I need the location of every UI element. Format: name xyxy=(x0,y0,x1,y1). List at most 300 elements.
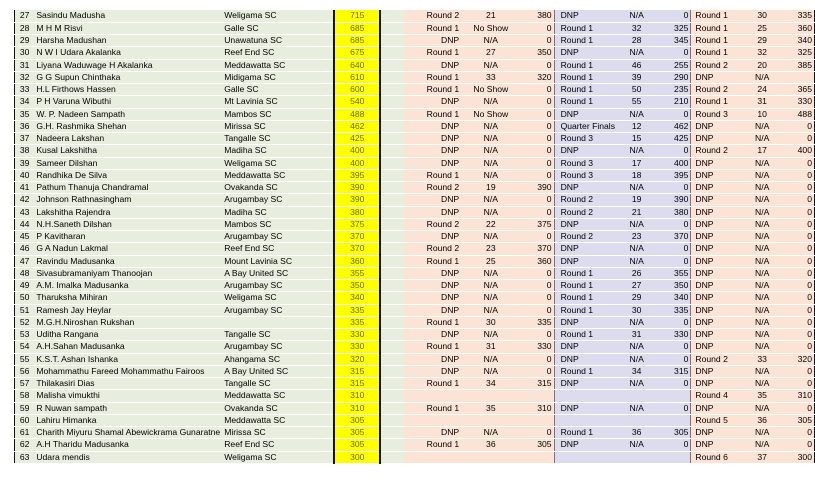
event3-points-cell: 400 xyxy=(782,145,815,157)
rank-cell: 50 xyxy=(15,292,35,304)
event2-seed-cell: N/A xyxy=(617,353,656,365)
event2-points-cell: 0 xyxy=(656,218,691,230)
event3-seed-cell: N/A xyxy=(743,120,782,132)
total-points-cell: 305 xyxy=(334,427,380,439)
event3-points-cell: 0 xyxy=(782,316,815,328)
rank-cell: 41 xyxy=(15,182,35,194)
rankings-table xyxy=(14,10,815,464)
surfer-name-cell: A.H Tharidu Madusanka xyxy=(34,439,222,451)
event2-points-cell: 350 xyxy=(656,280,691,292)
club-cell: Tangalle SC xyxy=(222,378,316,390)
spacer-cell xyxy=(317,10,335,22)
event2-seed-cell: N/A xyxy=(617,439,656,451)
spacer-cell xyxy=(380,35,403,47)
event1-round-cell: Round 1 xyxy=(404,255,461,267)
total-points-cell: 715 xyxy=(334,10,380,22)
event2-round-cell: Round 1 xyxy=(554,329,617,341)
rankings-body xyxy=(15,10,815,463)
club-cell: Weligama SC xyxy=(222,157,316,169)
event2-seed-cell: N/A xyxy=(617,47,656,59)
event3-round-cell: DNP xyxy=(691,194,743,206)
event1-round-cell: DNP xyxy=(404,133,461,145)
spacer-cell xyxy=(317,35,335,47)
club-cell: Galle SC xyxy=(222,84,316,96)
event1-seed-cell: 25 xyxy=(461,255,520,267)
event1-points-cell: 320 xyxy=(521,71,555,83)
surfer-name-cell: G.H. Rashmika Shehan xyxy=(34,120,222,132)
event2-points-cell: 0 xyxy=(656,316,691,328)
event3-seed-cell: N/A xyxy=(743,133,782,145)
event3-round-cell: Round 4 xyxy=(691,390,743,402)
event2-points-cell: 355 xyxy=(656,267,691,279)
spacer-cell xyxy=(380,329,403,341)
spacer-cell xyxy=(317,120,335,132)
spacer-cell xyxy=(380,84,403,96)
total-points-cell: 310 xyxy=(334,402,380,414)
spacer-cell xyxy=(380,292,403,304)
event3-points-cell: 305 xyxy=(782,414,815,426)
event3-round-cell: Round 2 xyxy=(691,59,743,71)
spacer-cell xyxy=(317,414,335,426)
event1-points-cell: 350 xyxy=(521,47,555,59)
event1-round-cell: DNP xyxy=(404,365,461,377)
event1-seed-cell: 23 xyxy=(461,243,520,255)
event1-seed-cell: N/A xyxy=(461,304,520,316)
rank-cell: 43 xyxy=(15,206,35,218)
event1-round-cell: Round 1 xyxy=(404,108,461,120)
event2-seed-cell: N/A xyxy=(617,145,656,157)
spacer-cell xyxy=(380,47,403,59)
event1-round-cell: DNP xyxy=(404,194,461,206)
spacer-cell xyxy=(317,427,335,439)
total-points-cell: 330 xyxy=(334,341,380,353)
event2-points-cell xyxy=(656,414,691,426)
event1-seed-cell: N/A xyxy=(461,120,520,132)
event1-points-cell: 375 xyxy=(521,218,555,230)
event3-points-cell: 0 xyxy=(782,365,815,377)
total-points-cell: 315 xyxy=(334,365,380,377)
event2-round-cell: Round 2 xyxy=(554,231,617,243)
event3-round-cell: Round 1 xyxy=(691,35,743,47)
event3-round-cell: Round 1 xyxy=(691,10,743,22)
event1-points-cell: 0 xyxy=(521,304,555,316)
spacer-cell xyxy=(380,194,403,206)
event3-points-cell: 360 xyxy=(782,22,815,34)
event1-round-cell: DNP xyxy=(404,329,461,341)
event3-seed-cell: N/A xyxy=(743,182,782,194)
event2-seed-cell: 39 xyxy=(617,71,656,83)
event1-points-cell: 0 xyxy=(521,157,555,169)
surfer-name-cell: M.G.H.Niroshan Rukshan xyxy=(34,316,222,328)
event1-points-cell xyxy=(521,390,555,402)
club-cell: Galle SC xyxy=(222,22,316,34)
event2-seed-cell: N/A xyxy=(617,218,656,230)
club-cell: Mount Lavinia SC xyxy=(222,255,316,267)
rank-cell: 36 xyxy=(15,120,35,132)
event1-round-cell: DNP xyxy=(404,304,461,316)
spacer-cell xyxy=(317,329,335,341)
spacer-cell xyxy=(380,243,403,255)
event1-points-cell: 0 xyxy=(521,231,555,243)
event2-seed-cell: 18 xyxy=(617,169,656,181)
spacer-cell xyxy=(317,353,335,365)
table-row xyxy=(15,71,815,83)
event2-points-cell: 425 xyxy=(656,133,691,145)
spacer-cell xyxy=(380,267,403,279)
total-points-cell: 305 xyxy=(334,414,380,426)
event3-seed-cell: N/A xyxy=(743,243,782,255)
event2-round-cell xyxy=(554,451,617,463)
event2-round-cell: DNP xyxy=(554,316,617,328)
rank-cell: 37 xyxy=(15,133,35,145)
surfer-name-cell: Thilakasiri Dias xyxy=(34,378,222,390)
event2-seed-cell: N/A xyxy=(617,378,656,390)
event3-seed-cell: 30 xyxy=(743,10,782,22)
event1-round-cell: Round 2 xyxy=(404,182,461,194)
rank-cell: 53 xyxy=(15,329,35,341)
event1-points-cell: 0 xyxy=(521,169,555,181)
club-cell: Mambos SC xyxy=(222,108,316,120)
event2-seed-cell: N/A xyxy=(617,243,656,255)
event3-round-cell: Round 5 xyxy=(691,414,743,426)
surfer-name-cell: K.S.T. Ashan Ishanka xyxy=(34,353,222,365)
total-points-cell: 315 xyxy=(334,378,380,390)
surfer-name-cell: A.M. Imalka Madusanka xyxy=(34,280,222,292)
event2-seed-cell: N/A xyxy=(617,255,656,267)
surfer-name-cell: R Nuwan sampath xyxy=(34,402,222,414)
surfer-name-cell: P Kavitharan xyxy=(34,231,222,243)
event3-points-cell: 0 xyxy=(782,341,815,353)
event2-round-cell: Round 3 xyxy=(554,157,617,169)
spacer-cell xyxy=(317,365,335,377)
event2-round-cell: DNP xyxy=(554,108,617,120)
event1-points-cell: 0 xyxy=(521,84,555,96)
spacer-cell xyxy=(317,108,335,120)
event1-points-cell: 380 xyxy=(521,10,555,22)
event1-seed-cell: No Show xyxy=(461,108,520,120)
event3-points-cell: 0 xyxy=(782,378,815,390)
event3-seed-cell: N/A xyxy=(743,280,782,292)
event2-round-cell: DNP xyxy=(554,218,617,230)
event1-seed-cell: N/A xyxy=(461,206,520,218)
event3-round-cell: DNP xyxy=(691,280,743,292)
event3-points-cell: 335 xyxy=(782,10,815,22)
surfer-name-cell: Charith Miyuru Shamal Abewickrama Gunaratne xyxy=(36,427,221,438)
event2-round-cell: DNP xyxy=(554,402,617,414)
event2-points-cell: 0 xyxy=(656,10,691,22)
rank-cell: 61 xyxy=(15,427,35,439)
event2-points-cell: 340 xyxy=(656,292,691,304)
surfer-name-cell: Mohammathu Fareed Mohammathu Fairoos xyxy=(34,365,222,377)
club-cell: Arugambay SC xyxy=(222,280,316,292)
event3-seed-cell: N/A xyxy=(743,206,782,218)
event3-seed-cell: N/A xyxy=(743,194,782,206)
event2-points-cell: 315 xyxy=(656,365,691,377)
club-cell: Meddawatta SC xyxy=(222,59,316,71)
event2-points-cell: 0 xyxy=(656,378,691,390)
spacer-cell xyxy=(380,120,403,132)
surfer-name-cell: Kusal Lakshitha xyxy=(34,145,222,157)
event1-seed-cell: 27 xyxy=(461,47,520,59)
total-points-cell: 350 xyxy=(334,280,380,292)
spacer-cell xyxy=(380,316,403,328)
event1-points-cell: 0 xyxy=(521,145,555,157)
event3-seed-cell: N/A xyxy=(743,157,782,169)
total-points-cell: 462 xyxy=(334,120,380,132)
event1-seed-cell: N/A xyxy=(461,365,520,377)
spacer-cell xyxy=(317,304,335,316)
event1-seed-cell: N/A xyxy=(461,292,520,304)
spacer-cell xyxy=(317,145,335,157)
table-row xyxy=(15,182,815,194)
event3-points-cell: 385 xyxy=(782,59,815,71)
spacer-cell xyxy=(380,414,403,426)
event3-round-cell: DNP xyxy=(691,365,743,377)
spacer-cell xyxy=(317,316,335,328)
event3-points-cell: 300 xyxy=(782,451,815,463)
event1-points-cell: 0 xyxy=(521,427,555,439)
event1-round-cell xyxy=(404,414,461,426)
club-cell: Reef End SC xyxy=(222,439,316,451)
event1-seed-cell xyxy=(461,414,520,426)
spacer-cell xyxy=(380,59,403,71)
event2-seed-cell: 30 xyxy=(617,304,656,316)
event2-round-cell: Round 1 xyxy=(554,292,617,304)
event3-points-cell: 0 xyxy=(782,280,815,292)
total-points-cell: 380 xyxy=(334,206,380,218)
event1-seed-cell: 19 xyxy=(461,182,520,194)
event2-points-cell: 0 xyxy=(656,108,691,120)
club-cell: Arugambay SC xyxy=(222,231,316,243)
event1-round-cell: Round 1 xyxy=(404,169,461,181)
spacer-cell xyxy=(380,378,403,390)
rank-cell: 51 xyxy=(15,304,35,316)
event2-round-cell: DNP xyxy=(554,341,617,353)
event3-points-cell: 0 xyxy=(782,427,815,439)
spacer-cell xyxy=(317,22,335,34)
rank-cell: 27 xyxy=(15,10,35,22)
surfer-name-cell: Malisha vimukthi xyxy=(34,390,222,402)
event1-points-cell: 390 xyxy=(521,182,555,194)
table-row xyxy=(15,292,815,304)
event2-points-cell: 325 xyxy=(656,22,691,34)
club-cell: Tangalle SC xyxy=(222,133,316,145)
spacer-cell xyxy=(380,427,403,439)
event2-round-cell: Round 1 xyxy=(554,267,617,279)
event2-points-cell: 0 xyxy=(656,243,691,255)
rank-cell: 47 xyxy=(15,255,35,267)
total-points-cell: 355 xyxy=(334,267,380,279)
total-points-cell: 335 xyxy=(334,316,380,328)
event3-round-cell: DNP xyxy=(691,378,743,390)
event1-seed-cell: No Show xyxy=(461,22,520,34)
surfer-name-cell: N.H.Saneth Dilshan xyxy=(34,218,222,230)
event3-seed-cell: 24 xyxy=(743,84,782,96)
event1-round-cell: DNP xyxy=(404,280,461,292)
event2-points-cell: 0 xyxy=(656,47,691,59)
surfer-name-cell: Tharuksha Mihiran xyxy=(34,292,222,304)
spacer-cell xyxy=(317,206,335,218)
event1-round-cell: DNP xyxy=(404,231,461,243)
event2-points-cell: 235 xyxy=(656,84,691,96)
event3-round-cell: Round 1 xyxy=(691,47,743,59)
event2-points-cell: 395 xyxy=(656,169,691,181)
club-cell: Mt Lavinia SC xyxy=(222,96,316,108)
event2-points-cell: 462 xyxy=(656,120,691,132)
event2-points-cell: 335 xyxy=(656,304,691,316)
event2-round-cell: Round 1 xyxy=(554,71,617,83)
event1-round-cell: Round 2 xyxy=(404,243,461,255)
surfer-name-cell: Nadeera Lakshan xyxy=(34,133,222,145)
event3-seed-cell: N/A xyxy=(743,231,782,243)
event3-points-cell: 0 xyxy=(782,439,815,451)
surfer-name-cell: Ramesh Jay Heylar xyxy=(34,304,222,316)
event3-points-cell: 0 xyxy=(782,120,815,132)
surfer-name-cell: Pathum Thanuja Chandramal xyxy=(34,182,222,194)
event2-round-cell: DNP xyxy=(554,145,617,157)
surfer-name-cell: G G Supun Chinthaka xyxy=(34,71,222,83)
event3-points-cell: 320 xyxy=(782,353,815,365)
rank-cell: 30 xyxy=(15,47,35,59)
event1-round-cell: DNP xyxy=(404,145,461,157)
spacer-cell xyxy=(317,169,335,181)
table-row xyxy=(15,231,815,243)
rank-cell: 45 xyxy=(15,231,35,243)
event3-round-cell: DNP xyxy=(691,255,743,267)
rank-cell: 29 xyxy=(15,35,35,47)
event2-round-cell: Round 1 xyxy=(554,365,617,377)
total-points-cell: 610 xyxy=(334,71,380,83)
event1-round-cell: DNP xyxy=(404,59,461,71)
event2-points-cell: 0 xyxy=(656,353,691,365)
event2-round-cell: Round 2 xyxy=(554,194,617,206)
event3-seed-cell: N/A xyxy=(743,267,782,279)
event1-points-cell xyxy=(521,451,555,463)
spacer-cell xyxy=(317,267,335,279)
event2-points-cell: 0 xyxy=(656,402,691,414)
rank-cell: 63 xyxy=(15,451,35,463)
event2-seed-cell: N/A xyxy=(617,341,656,353)
event2-round-cell: Round 1 xyxy=(554,35,617,47)
event2-seed-cell: 46 xyxy=(617,59,656,71)
surfer-name-cell: Uditha Rangana xyxy=(34,329,222,341)
table-row xyxy=(15,145,815,157)
event3-points-cell: 0 xyxy=(782,133,815,145)
event1-points-cell: 310 xyxy=(521,402,555,414)
table-row xyxy=(15,35,815,47)
event3-points-cell: 330 xyxy=(782,96,815,108)
event3-points-cell: 0 xyxy=(782,218,815,230)
surfer-name-cell: Johnson Rathnasingham xyxy=(34,194,222,206)
event3-seed-cell: N/A xyxy=(743,292,782,304)
spacer-cell xyxy=(317,255,335,267)
club-cell: Madiha SC xyxy=(222,145,316,157)
event3-round-cell: DNP xyxy=(691,169,743,181)
event2-seed-cell: 26 xyxy=(617,267,656,279)
event2-points-cell: 390 xyxy=(656,194,691,206)
event2-seed-cell: 55 xyxy=(617,96,656,108)
event1-seed-cell: N/A xyxy=(461,231,520,243)
club-cell: Weligama SC xyxy=(222,10,316,22)
surfer-name-cell: W. P. Nadeen Sampath xyxy=(34,108,222,120)
event3-points-cell: 0 xyxy=(782,182,815,194)
rank-cell: 38 xyxy=(15,145,35,157)
spacer-cell xyxy=(380,206,403,218)
surfer-name-cell: G A Nadun Lakmal xyxy=(34,243,222,255)
event2-round-cell: DNP xyxy=(554,439,617,451)
event1-seed-cell: N/A xyxy=(461,427,520,439)
surfer-name-cell: A.H.Sahan Madusanka xyxy=(34,341,222,353)
event2-seed-cell: 50 xyxy=(617,84,656,96)
event1-seed-cell: 22 xyxy=(461,218,520,230)
table-row xyxy=(15,243,815,255)
club-cell: Reef End SC xyxy=(222,243,316,255)
event3-round-cell: DNP xyxy=(691,316,743,328)
rank-cell: 54 xyxy=(15,341,35,353)
total-points-cell: 390 xyxy=(334,182,380,194)
event3-points-cell: 365 xyxy=(782,84,815,96)
spacer-cell xyxy=(317,182,335,194)
rank-cell: 32 xyxy=(15,71,35,83)
event2-seed-cell xyxy=(617,451,656,463)
event2-seed-cell: 17 xyxy=(617,157,656,169)
event3-round-cell: DNP xyxy=(691,304,743,316)
event2-round-cell: Round 1 xyxy=(554,84,617,96)
rank-cell: 48 xyxy=(15,267,35,279)
club-cell: Ahangama SC xyxy=(222,353,316,365)
event2-round-cell: DNP xyxy=(554,255,617,267)
spacer-cell xyxy=(380,22,403,34)
rank-cell: 35 xyxy=(15,108,35,120)
spacer-cell xyxy=(317,390,335,402)
event2-round-cell: Round 1 xyxy=(554,427,617,439)
event1-points-cell: 0 xyxy=(521,353,555,365)
rank-cell: 42 xyxy=(15,194,35,206)
spacer-cell xyxy=(317,157,335,169)
total-points-cell: 488 xyxy=(334,108,380,120)
spacer-cell xyxy=(380,231,403,243)
event3-round-cell: DNP xyxy=(691,267,743,279)
total-points-cell: 425 xyxy=(334,133,380,145)
event2-round-cell: DNP xyxy=(554,378,617,390)
event1-round-cell: Round 1 xyxy=(404,378,461,390)
table-row xyxy=(15,353,815,365)
event1-seed-cell: N/A xyxy=(461,133,520,145)
event3-seed-cell: N/A xyxy=(743,378,782,390)
table-row xyxy=(15,218,815,230)
event1-points-cell: 0 xyxy=(521,59,555,71)
event3-seed-cell: 32 xyxy=(743,47,782,59)
event1-seed-cell: 33 xyxy=(461,71,520,83)
spacer-cell xyxy=(380,169,403,181)
event2-round-cell: Round 3 xyxy=(554,133,617,145)
event3-points-cell: 0 xyxy=(782,157,815,169)
total-points-cell: 320 xyxy=(334,353,380,365)
event2-round-cell xyxy=(554,390,617,402)
event3-seed-cell: N/A xyxy=(743,427,782,439)
event1-seed-cell: N/A xyxy=(461,169,520,181)
event1-points-cell: 0 xyxy=(521,22,555,34)
spacer-cell xyxy=(380,71,403,83)
event1-round-cell: DNP xyxy=(404,427,461,439)
event1-seed-cell: N/A xyxy=(461,267,520,279)
total-points-cell: 675 xyxy=(334,47,380,59)
event2-seed-cell: N/A xyxy=(617,108,656,120)
surfer-name-cell: Lahiru Himanka xyxy=(34,414,222,426)
table-row xyxy=(15,304,815,316)
event1-points-cell: 0 xyxy=(521,120,555,132)
surfer-name-cell: Lakshitha Rajendra xyxy=(34,206,222,218)
